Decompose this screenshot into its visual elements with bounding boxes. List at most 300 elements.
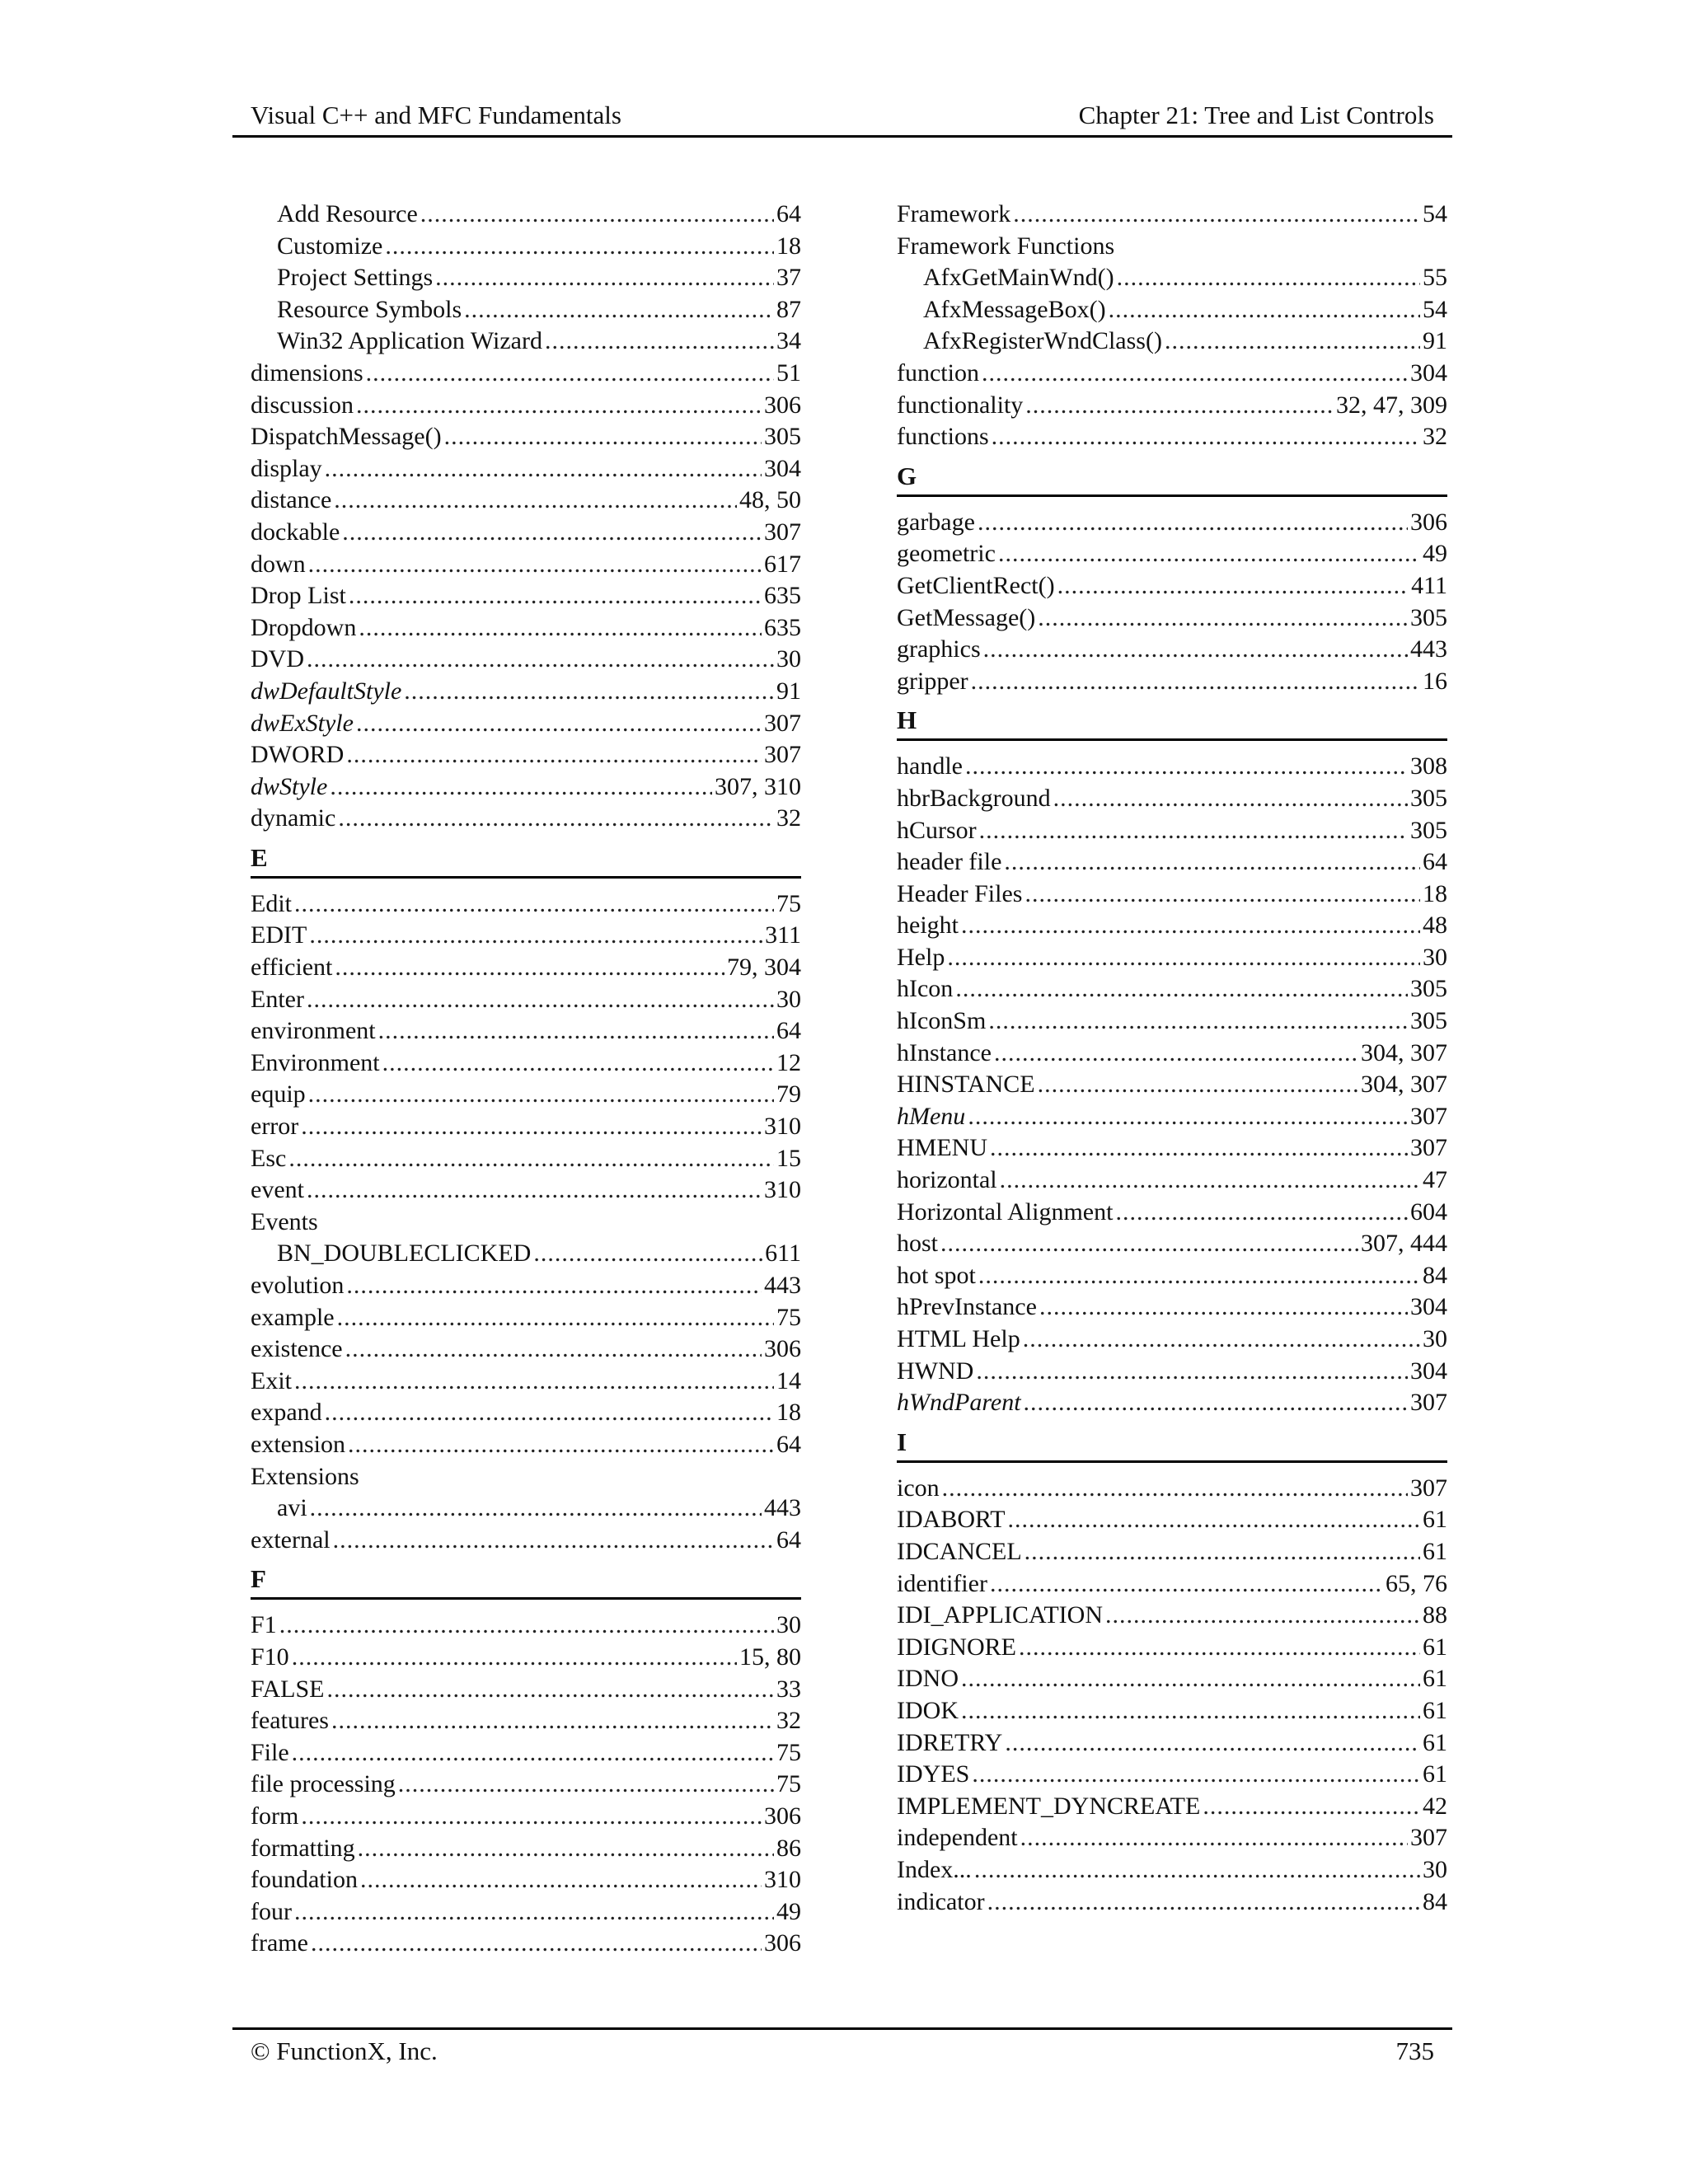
page-footer — [232, 2027, 1452, 2066]
dot-leader — [1024, 1387, 1408, 1419]
index-page-numbers: 15, 80 — [739, 1643, 801, 1671]
index-term: IDOK — [897, 1696, 959, 1724]
dot-leader — [1013, 199, 1420, 231]
index-term: formatting — [251, 1834, 355, 1862]
dot-leader — [1025, 879, 1420, 911]
index-entry — [251, 1111, 801, 1143]
dot-leader — [294, 1366, 774, 1398]
index-page-numbers: 305 — [1410, 784, 1447, 812]
page-header — [232, 99, 1452, 138]
index-page-numbers: 49 — [1423, 540, 1447, 568]
index-subentry — [897, 326, 1447, 358]
index-entry — [897, 846, 1447, 879]
index-entry — [251, 771, 801, 804]
dot-leader — [1057, 570, 1409, 602]
index-page-numbers: 304, 307 — [1361, 1071, 1447, 1099]
dot-leader — [330, 771, 712, 804]
index-subentry — [251, 199, 801, 231]
index-term: Index... — [897, 1855, 972, 1883]
index-entry — [251, 358, 801, 390]
dot-leader — [356, 708, 762, 740]
dot-leader — [307, 644, 774, 676]
index-page-numbers: 604 — [1410, 1197, 1447, 1226]
index-page-numbers: 37 — [776, 264, 801, 292]
index-term: Edit — [251, 889, 292, 917]
index-page-numbers: 311 — [765, 921, 801, 949]
index-entry — [897, 1854, 1447, 1886]
index-term: Esc — [251, 1144, 287, 1172]
index-entry — [251, 485, 801, 517]
dot-leader — [398, 1769, 774, 1801]
index-column-right — [897, 199, 1447, 1918]
index-page-numbers: 64 — [1423, 848, 1447, 876]
index-page-numbers: 30 — [776, 1611, 801, 1639]
index-term: external — [251, 1526, 331, 1554]
dot-leader — [335, 952, 724, 984]
index-term: hIcon — [897, 975, 954, 1003]
index-page-numbers: 310 — [764, 1113, 801, 1141]
index-term: function — [897, 359, 979, 387]
index-entry — [251, 1079, 801, 1111]
index-entry — [897, 1324, 1447, 1356]
index-entry — [251, 517, 801, 549]
dot-leader — [382, 1047, 774, 1080]
index-page-numbers: 12 — [776, 1048, 801, 1076]
index-page-numbers: 18 — [776, 1399, 801, 1427]
index-page-numbers: 48, 50 — [739, 486, 801, 514]
index-entry — [897, 1536, 1447, 1568]
index-entry — [897, 1228, 1447, 1260]
index-page-numbers: 307 — [764, 709, 801, 737]
dot-leader — [947, 942, 1420, 974]
dot-leader — [346, 739, 762, 771]
index-page-numbers: 86 — [776, 1834, 801, 1862]
index-term: Environment — [251, 1048, 380, 1076]
index-page-numbers: 42 — [1423, 1792, 1447, 1820]
dot-leader — [356, 390, 762, 422]
index-term: example — [251, 1303, 335, 1331]
index-term: hbrBackground — [897, 784, 1051, 812]
index-subentry — [251, 262, 801, 294]
index-term: equip — [251, 1080, 306, 1108]
index-term: HINSTANCE — [897, 1071, 1035, 1099]
dot-leader — [366, 358, 774, 390]
index-page-numbers: 32 — [776, 804, 801, 832]
index-entry — [251, 888, 801, 921]
dot-leader — [979, 815, 1408, 847]
index-page-numbers: 47 — [1423, 1166, 1447, 1194]
index-entry — [251, 1769, 801, 1801]
index-page-numbers: 304 — [764, 454, 801, 482]
dot-leader — [435, 262, 774, 294]
dot-leader — [1025, 1536, 1420, 1568]
index-entry — [251, 421, 801, 453]
index-section-heading: G — [897, 458, 1447, 497]
index-entry — [897, 973, 1447, 1005]
index-entry — [251, 1143, 801, 1175]
index-entry — [897, 570, 1447, 602]
index-entry — [251, 1174, 801, 1207]
dot-leader — [983, 634, 1408, 666]
index-term: garbage — [897, 508, 975, 536]
dot-leader — [1203, 1791, 1420, 1823]
index-entry — [251, 1047, 801, 1080]
index-term: DispatchMessage() — [251, 423, 442, 451]
index-term: FALSE — [251, 1675, 325, 1703]
index-term: AfxRegisterWndClass() — [923, 327, 1162, 355]
index-page-numbers: 33 — [776, 1675, 801, 1703]
index-page-numbers: 75 — [776, 1738, 801, 1766]
dot-leader — [464, 294, 774, 326]
index-subentry — [251, 326, 801, 358]
index-term: handle — [897, 752, 963, 780]
dot-leader — [333, 1525, 774, 1557]
dot-leader — [1000, 1165, 1420, 1197]
dot-leader — [533, 1238, 762, 1270]
index-term: avi — [277, 1494, 307, 1522]
index-term: graphics — [897, 635, 981, 663]
index-parent-term: Framework Functions — [897, 232, 1115, 260]
index-entry — [897, 538, 1447, 570]
index-term: IDNO — [897, 1665, 959, 1693]
index-term: hWndParent — [897, 1389, 1021, 1417]
index-page-numbers: 305 — [1410, 975, 1447, 1003]
index-page-numbers: 306 — [764, 1335, 801, 1363]
index-entry — [897, 199, 1447, 231]
index-term: hot spot — [897, 1261, 976, 1289]
index-term: horizontal — [897, 1166, 997, 1194]
index-page-numbers: 307 — [1410, 1474, 1447, 1502]
index-term: Framework — [897, 200, 1011, 227]
index-entry — [251, 1642, 801, 1674]
index-term: Add Resource — [277, 200, 418, 227]
index-page-numbers: 79 — [776, 1080, 801, 1108]
index-page-numbers: 305 — [1410, 1007, 1447, 1035]
index-page-numbers: 18 — [776, 232, 801, 260]
index-entry — [897, 1069, 1447, 1101]
index-entry — [897, 1791, 1447, 1823]
index-column-left — [251, 199, 801, 1960]
index-entry — [897, 390, 1447, 422]
index-page-numbers: 34 — [776, 327, 801, 355]
index-term: icon — [897, 1474, 940, 1502]
dot-leader — [308, 549, 762, 581]
dot-leader — [961, 1695, 1420, 1727]
index-term: IMPLEMENT_DYNCREATE — [897, 1792, 1201, 1820]
dot-leader — [310, 1493, 762, 1525]
index-entry — [897, 1886, 1447, 1919]
index-term: Enter — [251, 985, 304, 1013]
index-term: IDCANCEL — [897, 1537, 1022, 1565]
index-term: DWORD — [251, 741, 345, 769]
index-term: dwStyle — [251, 772, 328, 800]
index-entry — [897, 879, 1447, 911]
index-entry — [251, 1705, 801, 1737]
dot-leader — [292, 1737, 774, 1769]
index-page-numbers: 305 — [1410, 816, 1447, 844]
index-entry — [897, 666, 1447, 698]
index-term: hInstance — [897, 1038, 992, 1066]
index-entry — [897, 1197, 1447, 1229]
index-page-numbers: 54 — [1423, 295, 1447, 323]
dot-leader — [359, 612, 762, 644]
index-page-numbers: 61 — [1423, 1665, 1447, 1693]
index-entry — [897, 634, 1447, 666]
index-page-numbers: 411 — [1411, 571, 1447, 599]
index-page-numbers: 51 — [776, 359, 801, 387]
index-page-numbers: 307 — [1410, 1134, 1447, 1162]
dot-leader — [998, 538, 1420, 570]
index-entry — [251, 1397, 801, 1429]
dot-leader — [974, 1854, 1420, 1886]
index-page-numbers: 88 — [1423, 1601, 1447, 1629]
dot-leader — [307, 1174, 762, 1207]
dot-leader — [349, 580, 762, 612]
dot-leader — [311, 1928, 762, 1960]
dot-leader — [1165, 326, 1420, 358]
index-entry — [897, 507, 1447, 539]
dot-leader — [994, 1038, 1358, 1070]
index-page-numbers: 443 — [764, 1494, 801, 1522]
dot-leader — [1020, 1822, 1408, 1854]
index-entry — [251, 549, 801, 581]
dot-leader — [1008, 1504, 1420, 1536]
index-term: environment — [251, 1017, 376, 1045]
index-term: Horizontal Alignment — [897, 1197, 1114, 1226]
index-entry — [251, 676, 801, 708]
index-page-numbers: 75 — [776, 889, 801, 917]
dot-leader — [292, 1642, 737, 1674]
index-page-numbers: 75 — [776, 1770, 801, 1798]
index-subentry — [897, 262, 1447, 294]
index-page-numbers: 55 — [1423, 264, 1447, 292]
index-term: AfxGetMainWnd() — [923, 264, 1114, 292]
index-term: IDYES — [897, 1760, 970, 1788]
index-term: HWND — [897, 1357, 974, 1385]
index-term: dimensions — [251, 359, 363, 387]
index-page-numbers: 617 — [764, 550, 801, 578]
index-page-numbers: 32 — [776, 1707, 801, 1735]
dot-leader — [1023, 1324, 1420, 1356]
index-entry — [251, 708, 801, 740]
header-chapter-title: Chapter 21: Tree and List Controls — [1078, 101, 1434, 129]
index-page-numbers: 18 — [1423, 879, 1447, 907]
dot-leader — [988, 1005, 1408, 1038]
index-entry — [251, 1896, 801, 1929]
index-page-numbers: 91 — [776, 677, 801, 705]
index-page-numbers: 61 — [1423, 1760, 1447, 1788]
index-page-numbers: 15 — [776, 1144, 801, 1172]
dot-leader — [1025, 390, 1334, 422]
dot-leader — [1019, 1632, 1420, 1664]
index-entry — [897, 1260, 1447, 1292]
index-entry — [251, 1674, 801, 1706]
index-page-numbers: 87 — [776, 295, 801, 323]
index-entry — [251, 803, 801, 835]
dot-leader — [334, 485, 737, 517]
dot-leader — [294, 1896, 774, 1929]
dot-leader — [378, 1015, 774, 1047]
dot-leader — [279, 1610, 774, 1642]
index-entry — [251, 952, 801, 984]
index-entry — [897, 1473, 1447, 1505]
index-term: GetMessage() — [897, 603, 1036, 631]
index-section-heading: H — [897, 702, 1447, 741]
index-page-numbers: 84 — [1423, 1261, 1447, 1289]
dot-leader — [545, 326, 774, 358]
dot-leader — [1038, 602, 1408, 635]
index-term: foundation — [251, 1866, 358, 1894]
index-page-numbers: 64 — [776, 1526, 801, 1554]
index-term: header file — [897, 848, 1002, 876]
index-term: AfxMessageBox() — [923, 295, 1106, 323]
index-entry — [897, 1600, 1447, 1632]
index-term: event — [251, 1176, 304, 1204]
index-term: HMENU — [897, 1134, 987, 1162]
index-page-numbers: 64 — [776, 1430, 801, 1458]
index-entry — [251, 1015, 801, 1047]
index-page-numbers: 30 — [1423, 1325, 1447, 1352]
index-page-numbers: 49 — [776, 1897, 801, 1925]
index-page-numbers: 304 — [1410, 1293, 1447, 1321]
index-term: GetClientRect() — [897, 571, 1055, 599]
index-term: Dropdown — [251, 613, 357, 641]
index-term: hCursor — [897, 816, 977, 844]
index-entry — [897, 1387, 1447, 1419]
dot-leader — [1105, 1600, 1420, 1632]
index-page-numbers: 30 — [776, 985, 801, 1013]
index-entry — [251, 1302, 801, 1334]
index-entry — [897, 751, 1447, 783]
index-entry — [897, 421, 1447, 453]
index-page-numbers: 14 — [776, 1366, 801, 1394]
index-page-numbers: 307, 444 — [1361, 1230, 1447, 1258]
index-term: F10 — [251, 1643, 289, 1671]
index-entry — [897, 942, 1447, 974]
index-page-numbers: 443 — [764, 1272, 801, 1299]
index-term: Header Files — [897, 879, 1023, 907]
index-parent-term: Extensions — [251, 1462, 359, 1490]
index-entry — [897, 1568, 1447, 1601]
index-page-numbers: 32 — [1423, 423, 1447, 451]
index-term: Exit — [251, 1366, 292, 1394]
index-entry — [251, 1864, 801, 1896]
index-entry — [251, 1833, 801, 1865]
dot-leader — [982, 358, 1408, 390]
dot-leader — [326, 1674, 774, 1706]
index-term: File — [251, 1738, 289, 1766]
dot-leader — [1117, 262, 1420, 294]
dot-leader — [968, 1101, 1408, 1133]
index-entry — [897, 1504, 1447, 1536]
index-page-numbers: 61 — [1423, 1506, 1447, 1534]
dot-leader — [1115, 1197, 1408, 1229]
index-page-numbers: 30 — [1423, 943, 1447, 971]
dot-leader — [978, 1260, 1420, 1292]
index-entry — [251, 1928, 801, 1960]
index-term: efficient — [251, 954, 333, 982]
index-page-numbers: 306 — [764, 1802, 801, 1830]
dot-leader — [961, 1663, 1420, 1695]
dot-leader — [325, 453, 762, 485]
dot-leader — [345, 1333, 762, 1366]
index-page-numbers: 16 — [1423, 667, 1447, 695]
index-entry — [251, 984, 801, 1016]
index-page-numbers: 635 — [764, 582, 801, 610]
index-page-numbers: 310 — [764, 1866, 801, 1894]
dot-leader — [965, 751, 1408, 783]
index-page-numbers: 75 — [776, 1303, 801, 1331]
dot-leader — [294, 888, 774, 921]
index-term: host — [897, 1230, 939, 1258]
index-entry — [897, 1291, 1447, 1324]
index-page-numbers: 65, 76 — [1386, 1569, 1447, 1597]
index-term: error — [251, 1113, 299, 1141]
dot-leader — [358, 1833, 774, 1865]
index-term: functions — [897, 423, 989, 451]
dot-leader — [990, 1568, 1383, 1601]
index-page-numbers: 32, 47, 309 — [1336, 391, 1447, 419]
dot-leader — [1004, 846, 1420, 879]
index-term: DVD — [251, 645, 304, 673]
index-page-numbers: 307 — [1410, 1824, 1447, 1852]
index-entry — [897, 1165, 1447, 1197]
index-page-numbers: 61 — [1423, 1537, 1447, 1565]
index-term: independent — [897, 1824, 1018, 1852]
index-entry — [897, 815, 1447, 847]
index-page-numbers: 306 — [764, 391, 801, 419]
index-page-numbers: 306 — [1410, 508, 1447, 536]
index-term: down — [251, 550, 306, 578]
index-page-numbers: 304 — [1410, 359, 1447, 387]
index-term: IDI_APPLICATION — [897, 1601, 1103, 1629]
index-entry — [897, 1356, 1447, 1388]
index-page-numbers: 304 — [1410, 1357, 1447, 1385]
index-subentry — [897, 294, 1447, 326]
index-section-heading: I — [897, 1424, 1447, 1463]
index-entry — [251, 1366, 801, 1398]
index-entry — [897, 1632, 1447, 1664]
index-subentry — [251, 1493, 801, 1525]
dot-leader — [346, 1270, 762, 1302]
index-page-numbers: 30 — [1423, 1855, 1447, 1883]
index-subentry — [251, 231, 801, 263]
index-term: BN_DOUBLECLICKED — [277, 1240, 532, 1268]
index-term: Win32 Application Wizard — [277, 327, 542, 355]
index-term: Customize — [277, 232, 383, 260]
index-page-numbers: 64 — [776, 200, 801, 227]
index-subentry — [251, 1238, 801, 1270]
index-page-numbers: 305 — [764, 423, 801, 451]
index-section-heading: F — [251, 1561, 801, 1600]
index-term: extension — [251, 1430, 345, 1458]
dot-leader — [301, 1111, 762, 1143]
index-term: frame — [251, 1929, 308, 1957]
dot-leader — [338, 803, 774, 835]
index-entry — [897, 910, 1447, 942]
index-term: identifier — [897, 1569, 987, 1597]
index-page-numbers: 308 — [1410, 752, 1447, 780]
index-entry — [897, 602, 1447, 635]
dot-leader — [942, 1473, 1408, 1505]
index-page-numbers: 79, 304 — [727, 954, 801, 982]
dot-leader — [955, 973, 1408, 1005]
index-parent-term: Events — [251, 1207, 318, 1235]
index-page-numbers: 304, 307 — [1361, 1038, 1447, 1066]
index-page-numbers: 611 — [765, 1240, 801, 1268]
index-entry — [897, 1695, 1447, 1727]
dot-leader — [360, 1864, 762, 1896]
